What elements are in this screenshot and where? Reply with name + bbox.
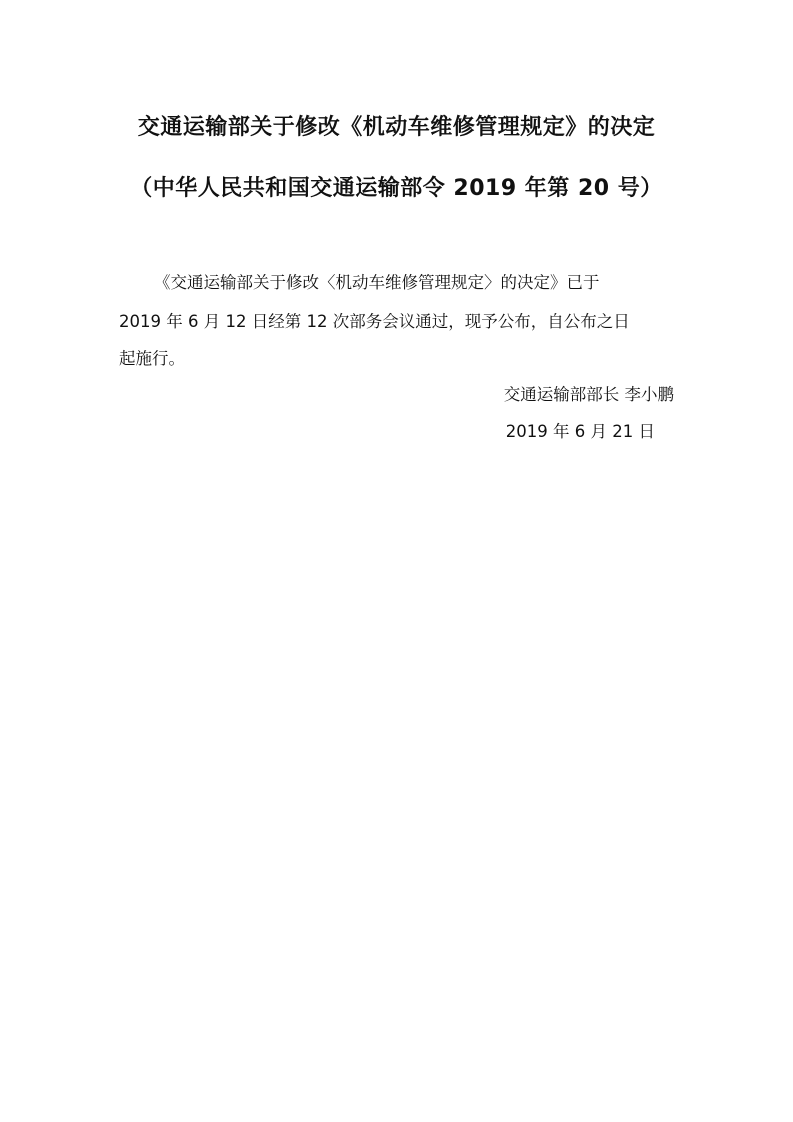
paragraph-line-3: 起施行。 xyxy=(119,349,185,368)
paragraph-line-1: 《交通运输部关于修改〈机动车维修管理规定〉的决定》已于 xyxy=(154,273,600,292)
document-subtitle: （中华人民共和国交通运输部令 2019 年第 20 号） xyxy=(130,176,663,201)
signature-date: 2019 年 6 月 21 日 xyxy=(505,422,655,441)
signature-signer: 交通运输部部长 李小鹏 xyxy=(503,385,674,404)
document-title: 交通运输部关于修改《机动车维修管理规定》的决定 xyxy=(137,115,656,140)
paragraph-line-2: 2019 年 6 月 12 日经第 12 次部务会议通过，现予公布，自公布之日 xyxy=(119,312,630,331)
